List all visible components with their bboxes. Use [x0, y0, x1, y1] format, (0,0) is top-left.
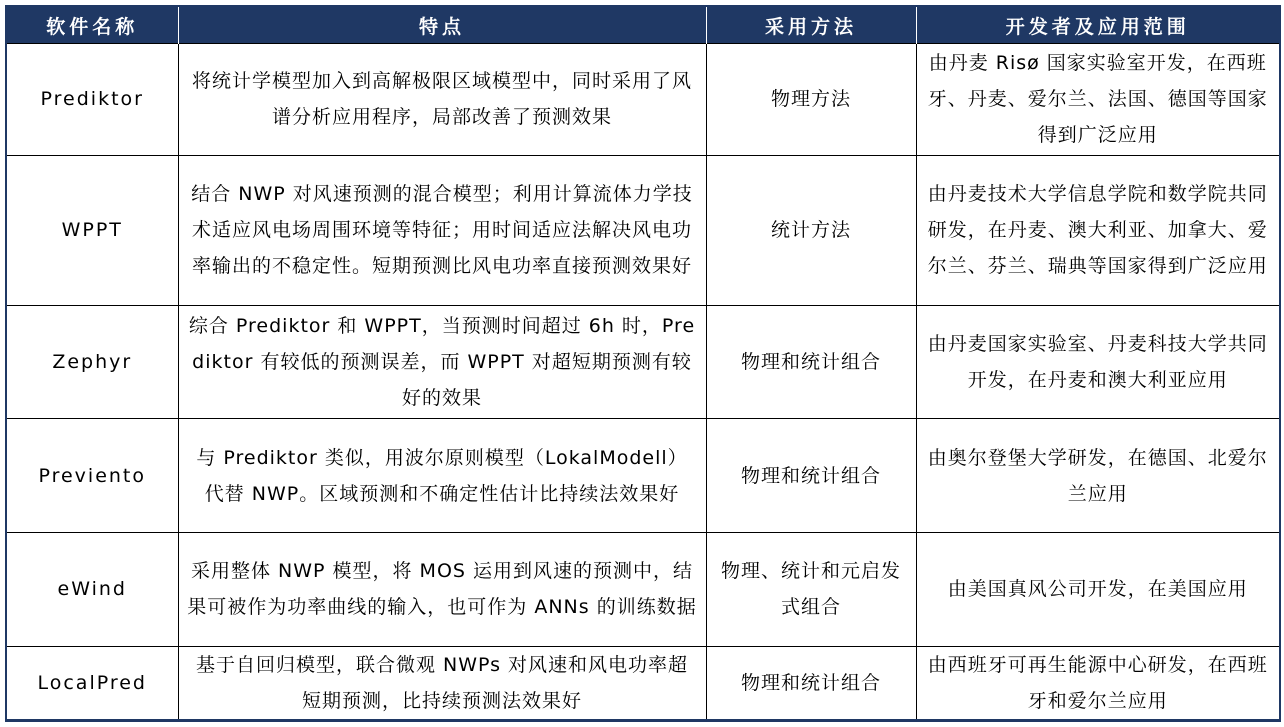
feature-cell: 将统计学模型加入到高解极限区域模型中，同时采用了风谱分析应用程序，局部改善了预测效果 — [178, 44, 706, 156]
table-row — [6, 532, 1280, 646]
software-name-cell: Zephyr — [6, 305, 178, 419]
developer-cell: 由丹麦 Risø 国家实验室开发，在西班牙、丹麦、爱尔兰、法国、德国等国家得到广泛应用 — [916, 44, 1280, 156]
table-header — [6, 6, 1280, 44]
software-comparison-table-container — [5, 5, 1279, 722]
feature-cell: 与 Prediktor 类似，用波尔原则模型（LokalModell）代替 NWP。区域预测和不确定性估计比持续法效果好 — [178, 419, 706, 533]
software-name-cell: Prediktor — [6, 44, 178, 156]
feature-cell: 结合 NWP 对风速预测的混合模型；利用计算流体力学技术适应风电场周围环境等特征；用时间适应法解决风电功率输出的不稳定性。短期预测比风电功率直接预测效果好 — [178, 155, 706, 305]
header-method: 采用方法 — [706, 6, 916, 44]
developer-cell: 由西班牙可再生能源中心研发，在西班牙和爱尔兰应用 — [916, 646, 1280, 721]
method-cell: 物理、统计和元启发式组合 — [706, 532, 916, 646]
table-row — [6, 419, 1280, 533]
method-cell: 物理方法 — [706, 44, 916, 156]
feature-cell: 基于自回归模型，联合微观 NWPs 对风速和风电功率超短期预测，比持续预测法效果好 — [178, 646, 706, 721]
method-cell: 物理和统计组合 — [706, 646, 916, 721]
developer-cell: 由丹麦国家实验室、丹麦科技大学共同开发，在丹麦和澳大利亚应用 — [916, 305, 1280, 419]
method-cell: 物理和统计组合 — [706, 305, 916, 419]
feature-cell: 综合 Prediktor 和 WPPT，当预测时间超过 6h 时，Prediktor 有较低的预测误差，而 WPPT 对超短期预测有较好的效果 — [178, 305, 706, 419]
developer-cell: 由奥尔登堡大学研发，在德国、北爱尔兰应用 — [916, 419, 1280, 533]
method-cell: 物理和统计组合 — [706, 419, 916, 533]
table-body — [6, 44, 1280, 721]
feature-cell: 采用整体 NWP 模型，将 MOS 运用到风速的预测中，结果可被作为功率曲线的输入，也可作为 ANNs 的训练数据 — [178, 532, 706, 646]
software-name-cell: WPPT — [6, 155, 178, 305]
developer-cell: 由丹麦技术大学信息学院和数学院共同研发，在丹麦、澳大利亚、加拿大、爱尔兰、芬兰、瑞典等国家得到广泛应用 — [916, 155, 1280, 305]
header-features: 特点 — [178, 6, 706, 44]
header-row — [6, 6, 1280, 44]
developer-cell: 由美国真风公司开发，在美国应用 — [916, 532, 1280, 646]
table-row — [6, 646, 1280, 721]
table-row — [6, 44, 1280, 156]
table-row — [6, 155, 1280, 305]
software-name-cell: LocalPred — [6, 646, 178, 721]
software-comparison-table — [5, 5, 1281, 722]
method-cell: 统计方法 — [706, 155, 916, 305]
table-row — [6, 305, 1280, 419]
header-software-name: 软件名称 — [6, 6, 178, 44]
header-developer-scope: 开发者及应用范围 — [916, 6, 1280, 44]
software-name-cell: eWind — [6, 532, 178, 646]
software-name-cell: Previento — [6, 419, 178, 533]
